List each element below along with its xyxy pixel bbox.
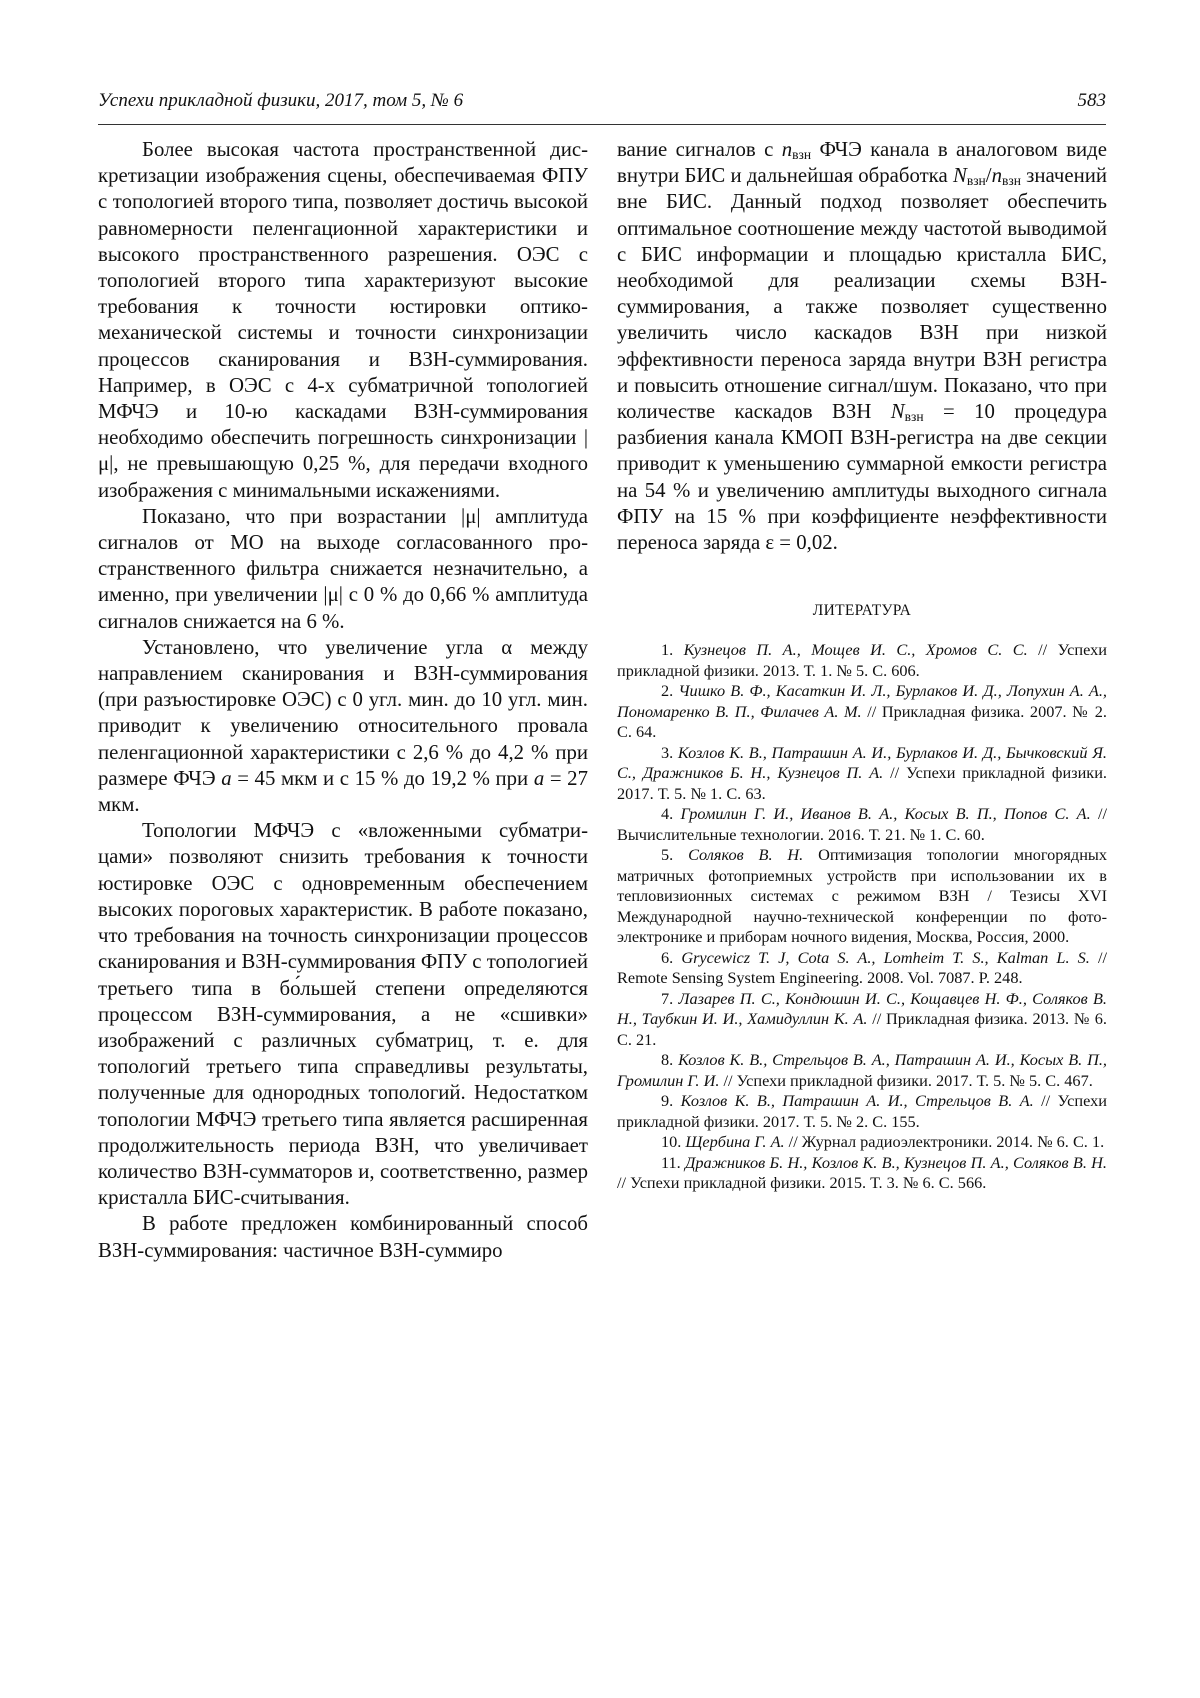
reference-number: 1. (661, 640, 684, 659)
text-run: ФЧЭ канала в аналоговом виде внутри БИС и дальнейшая обработка (617, 138, 1107, 188)
paragraph (617, 137, 1107, 556)
paragraph: Показано, что при возрастании |μ| амплитуда сигналов от МО на выходе согласованного пространственного фильтра снижается незначительно, а именно, при увеличении |μ| с 0 % до 0,66 % амплитуда сигналов снижается на 6 %. (98, 504, 588, 633)
text-run: = 10 процедура разбиения канала КМОП ВЗН-регистра на две секции приводит к уменьшению суммарной емкости регистра на 54 % и увеличению амплитуды выходного сигнала ФПУ на 15 % при коэффициенте неэффективности переноса заряда ε = 0,02. (617, 400, 1107, 555)
running-header (98, 90, 1106, 124)
reference-source: // Успехи прикладной физики. 2013. Т. 1. № 5. С. 606. (617, 640, 1107, 680)
reference-item (617, 681, 1107, 743)
reference-source: // Прикладная физика. 2007. № 2. С. 64. (617, 701, 1107, 741)
reference-source: // Успехи прикладной физики. 2017. Т. 5. № 5. С. 467. (719, 1070, 1093, 1090)
reference-number: 2. (661, 681, 679, 700)
reference-item (617, 1132, 1107, 1153)
reference-authors: Козлов К. В., Патрашин А. И., Стрельцов В. А. (680, 1091, 1034, 1110)
reference-item (617, 1153, 1107, 1194)
symbol-a: a (221, 766, 232, 790)
reference-source: // Remote Sensing System Engineering. 2008. Vol. 7087. P. 248. (617, 947, 1108, 987)
reference-item (617, 1050, 1107, 1091)
reference-number: 4. (661, 804, 681, 823)
reference-item (617, 743, 1107, 805)
symbol-n: n (991, 164, 1002, 188)
left-column (98, 137, 588, 1264)
slash: / (985, 164, 992, 188)
reference-number: 10. (661, 1132, 686, 1151)
reference-authors: Козлов К. В., Стрельцов В. А., Патрашин А. И., Косых В. П., Громилин Г. И. (617, 1050, 1107, 1090)
reference-source: // Успехи прикладной физики. 2017. Т. 5. № 2. С. 155. (617, 1091, 1107, 1131)
symbol-N: N (952, 164, 967, 188)
reference-authors: Grycewicz T. J, Cota S. A., Lomheim T. S., Kalman L. S. (681, 947, 1090, 967)
reference-item (617, 845, 1107, 948)
reference-number: 6. (661, 947, 682, 967)
text-run: = 45 мкм и с 15 % до 19,2 % при (231, 766, 534, 790)
reference-source: Оптимизация топологии многорядных матричных фотоприемных устройств при использовании их в тепловизионных системах с режимом ВЗН / Тезисы XVI Международной научно-технической конференции по фотоэлектронике и приборам ночного видения, Москва, Россия, 2000. (617, 845, 1108, 946)
reference-source: // Прикладная физика. 2013. № 6. С. 21. (617, 1009, 1107, 1049)
reference-source: // Вычислительные технологии. 2016. Т. 21. № 1. С. 60. (617, 804, 1107, 844)
reference-authors: Щербина Г. А. (685, 1132, 785, 1151)
reference-authors: Чишко В. Ф., Касаткин И. Л., Бурлаков И. Д., Лопухин А. А., Пономаренко В. П., Филачев А. М. (617, 681, 1108, 721)
journal-title: Успехи прикладной физики, 2017, том 5, № 6 (98, 90, 464, 111)
reference-authors: Соляков В. Н. (688, 845, 804, 864)
reference-authors: Лазарев П. С., Кондюшин И. С., Кощавцев Н. Ф., Соляков В. Н., Таубкин И. И., Хамидуллин К. А. (617, 988, 1107, 1028)
right-column (617, 137, 1107, 556)
references-heading: ЛИТЕРАТУРА (812, 602, 912, 619)
reference-item (617, 804, 1107, 845)
reference-item (617, 989, 1107, 1051)
paragraph: Более высокая частота пространственной дискретизации изображения сцены, обеспечиваемая ФПУ с топологией второго типа, позволяет достичь высокой равномерности пеленгационной характеристики и высокого пространственного разрешения. ОЭС с топологией второго типа характеризуют высокие требования к точности юстировки оптико-механической системы и точности синхронизации процессов сканирования и ВЗН-суммирования. Например, в ОЭС с 4-х субматричной топологией МФЧЭ и 10-ю каскадами ВЗН-суммирования необходимо обеспечить погрешность синхронизации |μ|, не превышающую 0,25 %, для передачи входного изображения с минимальными искажениями. (98, 138, 588, 502)
subscript-vzn: взн (1001, 173, 1021, 189)
reference-source: // Успехи прикладной физики. 2015. Т. 3. № 6. С. 566. (617, 1173, 987, 1192)
subscript-vzn: взн (904, 409, 924, 425)
references-list (617, 640, 1107, 1194)
reference-authors: Козлов К. В., Патрашин А. И., Бурлаков И. Д., Бычковский Я. С., Дражников Б. Н., Кузнецов П. А. (617, 742, 1108, 782)
symbol-a: a (533, 766, 545, 790)
reference-number: 3. (661, 742, 678, 762)
text-run: вание сигналов с (617, 138, 782, 161)
paragraph (98, 635, 588, 818)
reference-authors: Кузнецов П. А., Мощев И. С., Хромов С. С. (683, 640, 1028, 659)
paragraph: В работе предложен комбинированный способ ВЗН-суммирования: частичное ВЗН-суммиро (98, 1212, 588, 1262)
subscript-vzn: взн (792, 147, 812, 162)
reference-item (617, 1091, 1107, 1132)
paragraph: Топологии МФЧЭ с «вложенными субматрицами» позволяют снизить требования к точности юстировке ОЭС с одновременным обеспечением высоких пороговых характеристик. В работе показано, что требования на точность синхронизации процессов сканирования и ВЗН-суммирования ФПУ с топологией третьего типа в бо́льшей степени определяются процессом ВЗН-суммирования, а не «сшивки» изображений с различных субматриц, т. е. для топологий третьего типа справедливы результаты, полученные для однородных топологий. Недостатком топологии МФЧЭ третьего типа является расширенная продолжительность периода ВЗН, что увеличивает количество ВЗН-сумматоров и, соответственно, размер кристалла БИС-считывания. (98, 819, 588, 1210)
symbol-n: n (781, 138, 793, 161)
text-run: = 27 мкм. (98, 766, 588, 817)
reference-source: // Успехи прикладной физики. 2017. Т. 5. № 1. С. 63. (617, 763, 1108, 803)
reference-number: 8. (661, 1050, 679, 1069)
symbol-N: N (890, 400, 905, 424)
reference-authors: Громилин Г. И., Иванов В. А., Косых В. П., Попов С. А. (680, 804, 1091, 823)
page-number: 583 (1077, 90, 1106, 111)
reference-number: 7. (661, 988, 679, 1008)
header-rule (98, 124, 1106, 125)
reference-number: 9. (661, 1091, 681, 1110)
reference-number: 5. (661, 845, 689, 864)
reference-item (617, 948, 1107, 989)
text-run: значений вне БИС. Данный подход позволяет обеспечить оптимальное соотношение между частотой выводимой с БИС информации и площадью кристалла БИС, необходимой для реализации схемы ВЗН-суммирования, а также позволяет существенно увеличить число каскадов ВЗН при низкой эффективности переноса заряда внутри ВЗН регистра и повысить отношение сигнал/шум. Показано, что при количестве каскадов ВЗН (617, 164, 1107, 424)
reference-source: // Журнал радиоэлектроники. 2014. № 6. С. 1. (784, 1132, 1105, 1151)
reference-authors: Дражников Б. Н., Козлов К. В., Кузнецов П. А., Соляков В. Н. (685, 1152, 1108, 1172)
reference-number: 11. (661, 1152, 686, 1172)
text-run: Установлено, что увеличение угла α между направлением сканирования и ВЗН-суммирования (при разъюстировке ОЭС) с 0 угл. мин. до 10 угл. мин. приводит к увеличению относительного провала пеленгационной характеристики с 2,6 % до 4,2 % при размере ФЧЭ (98, 635, 588, 790)
reference-item (617, 640, 1107, 681)
subscript-vzn: взн (966, 173, 986, 189)
